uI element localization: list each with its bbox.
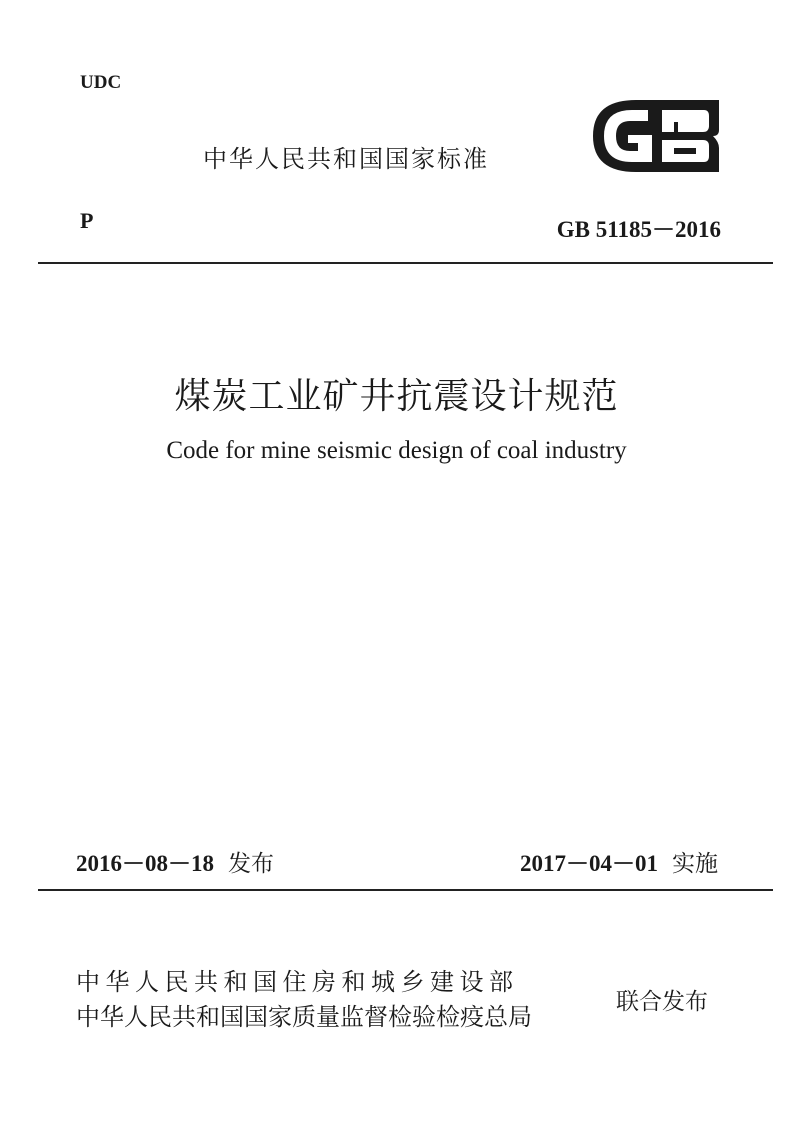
gb-logo-icon (590, 97, 722, 175)
top-divider (38, 262, 773, 264)
issue-date: 2016－08－18 (76, 851, 214, 876)
effective-label: 实施 (672, 851, 718, 877)
issue-label: 发布 (228, 851, 274, 877)
bottom-divider (38, 889, 773, 891)
effective-date: 2017－04－01 (520, 851, 658, 876)
document-title-chinese: 煤炭工业矿井抗震设计规范 (174, 376, 619, 417)
issuer-quality-inspection: 中华人民共和国国家质量监督检验检疫总局 (76, 1003, 532, 1031)
issue-date-block (76, 845, 274, 878)
udc-label: UDC (80, 72, 122, 93)
issuer-ministry-housing: 中华人民共和国住房和城乡建设部 (76, 968, 519, 996)
category-code: P (80, 208, 94, 233)
effective-date-block (520, 845, 718, 878)
joint-issue-label: 联合发布 (616, 989, 708, 1015)
national-standard-heading: 中华人民共和国国家标准 (203, 145, 489, 173)
standard-number: GB 51185－2016 (556, 217, 721, 242)
document-title-english: Code for mine seismic design of coal industry (166, 437, 627, 464)
